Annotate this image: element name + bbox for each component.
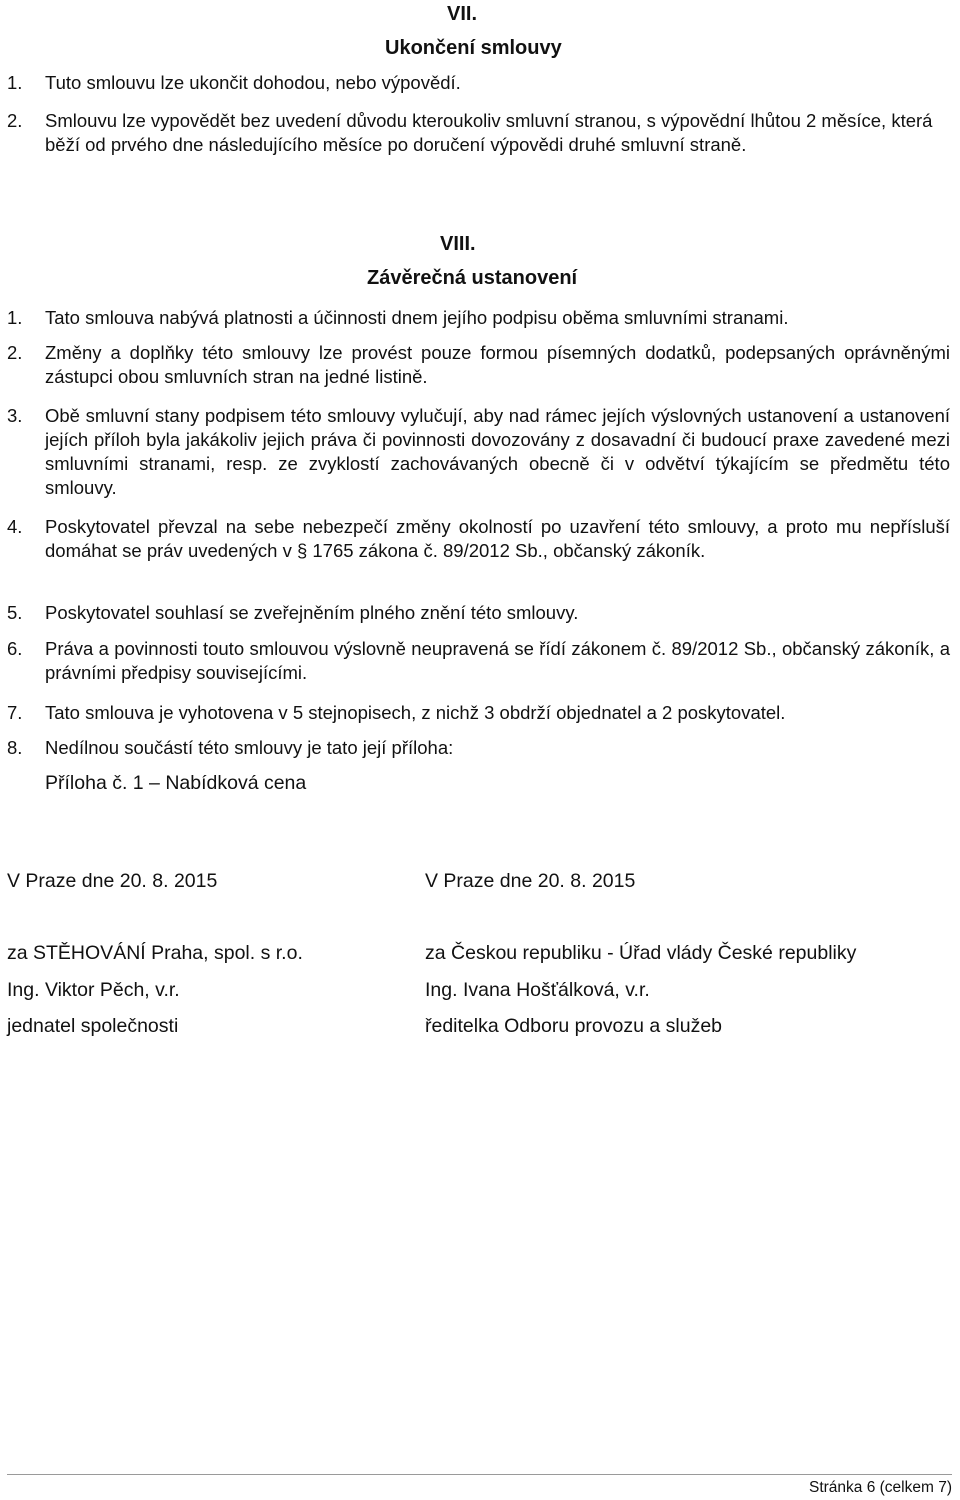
right-signature-party: za Českou republiku - Úřad vlády České republiky: [425, 942, 857, 964]
section-8-number: VIII.: [440, 233, 476, 255]
attachment-line: Příloha č. 1 – Nabídková cena: [45, 772, 307, 794]
footer-divider: [7, 1474, 952, 1475]
item-text: Obě smluvní stany podpisem této smlouvy vylučují, aby nad rámec jejích výslovných ustanovení a ustanovení jejích příloh byla jakákoliv jejich práva či povinnosti dovozovány z dosavadní či budoucí praxe zavedené mezi smluvními stranami, resp. ze zvyklostí zachovávaných obecně či v odvětví týkajícím se předmětu této smlouvy.: [45, 405, 950, 498]
right-signature-role: ředitelka Odboru provozu a služeb: [425, 1015, 723, 1037]
item-text: Smlouvu lze vypovědět bez uvedení důvodu kteroukoliv smluvní stranou, s výpovědní lhůtou 2 měsíce, která běží od prvého dne následujícího měsíce po doručení výpovědi druhé smluvní straně.: [45, 110, 933, 155]
section-8-item-8: [7, 736, 950, 760]
left-signature-role: jednatel společnosti: [7, 1015, 179, 1037]
section-8-title: Závěrečná ustanovení: [367, 267, 578, 289]
section-8-item-3: [7, 404, 950, 500]
item-text: Poskytovatel souhlasí se zveřejněním plného znění této smlouvy.: [45, 602, 579, 623]
item-number: 4.: [7, 516, 23, 537]
item-number: 7.: [7, 702, 23, 723]
item-number: 1.: [7, 307, 23, 328]
section-7-item-1: [7, 71, 950, 95]
section-7-title: Ukončení smlouvy: [385, 37, 562, 59]
section-8-item-4: [7, 515, 950, 563]
item-number: 3.: [7, 405, 23, 426]
item-text: Poskytovatel převzal na sebe nebezpečí změny okolností po uzavření této smlouvy, a proto mu nepřísluší domáhat se práv uvedených v § 1765 zákona č. 89/2012 Sb., občanský zákoník.: [45, 516, 950, 561]
item-text: Tato smlouva nabývá platnosti a účinnosti dnem jejího podpisu oběma smluvními stranami.: [45, 307, 789, 328]
item-text: Tato smlouva je vyhotovena v 5 stejnopisech, z nichž 3 obdrží objednatel a 2 poskytovatel.: [45, 702, 786, 723]
section-8-item-7: [7, 701, 950, 725]
item-text: Nedílnou součástí této smlouvy je tato její příloha:: [45, 737, 454, 758]
right-signature-date: V Praze dne 20. 8. 2015: [425, 870, 636, 892]
section-7-item-2: [7, 109, 950, 157]
item-number: 8.: [7, 737, 23, 758]
item-text: Práva a povinnosti touto smlouvou výslovně neupravená se řídí zákonem č. 89/2012 Sb., občanský zákoník, a právními předpisy souvisejícími.: [45, 638, 950, 683]
item-number: 1.: [7, 72, 23, 93]
left-signature-date: V Praze dne 20. 8. 2015: [7, 870, 218, 892]
item-number: 5.: [7, 602, 23, 623]
section-7-number: VII.: [447, 3, 478, 25]
left-signature-party: za STĚHOVÁNÍ Praha, spol. s r.o.: [7, 942, 303, 964]
section-8-item-2: [7, 341, 950, 389]
section-8-item-1: [7, 306, 950, 330]
item-number: 2.: [7, 110, 23, 131]
right-signature-name: Ing. Ivana Hošťálková, v.r.: [425, 979, 650, 1001]
left-signature-name: Ing. Viktor Pěch, v.r.: [7, 979, 180, 1001]
item-number: 2.: [7, 342, 23, 363]
page-number: Stránka 6 (celkem 7): [809, 1479, 952, 1496]
item-text: Tuto smlouvu lze ukončit dohodou, nebo výpovědí.: [45, 72, 461, 93]
section-8-item-5: [7, 601, 950, 625]
section-8-item-6: [7, 637, 950, 685]
item-number: 6.: [7, 638, 23, 659]
item-text: Změny a doplňky této smlouvy lze provést pouze formou písemných dodatků, podepsaných oprávněnými zástupci obou smluvních stran na jedné listině.: [45, 342, 950, 387]
